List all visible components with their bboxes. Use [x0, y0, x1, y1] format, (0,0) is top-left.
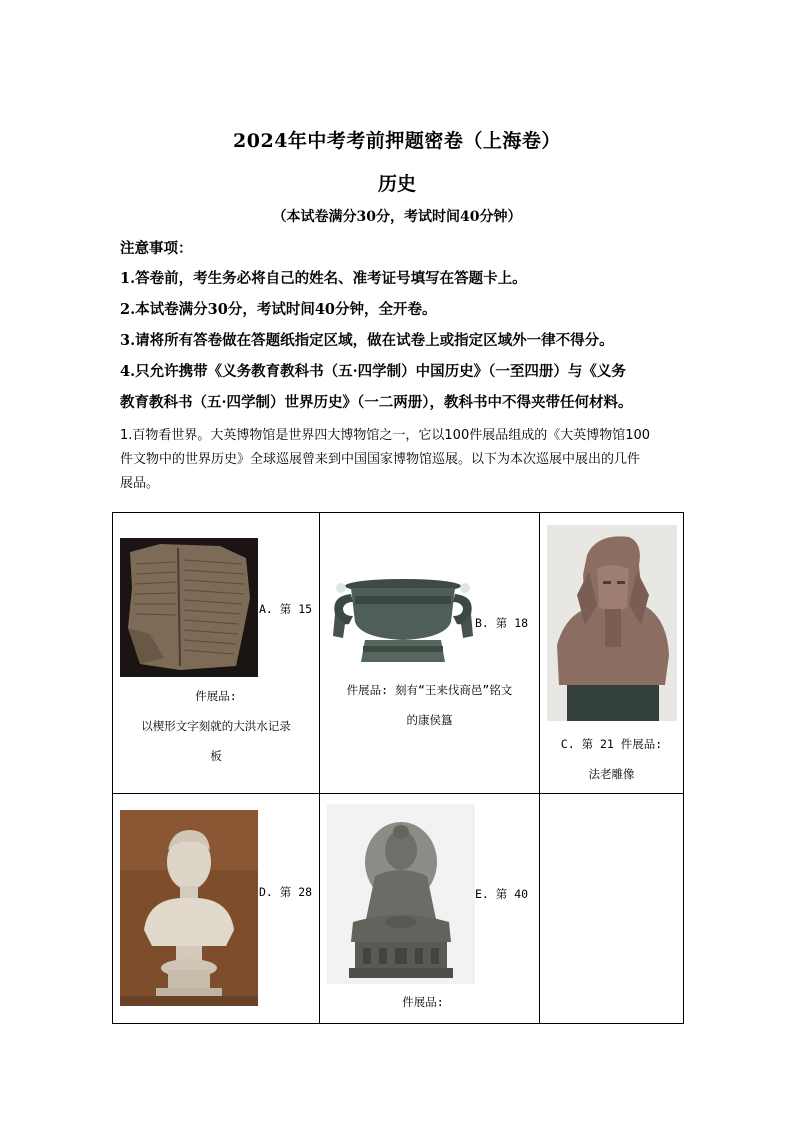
exhibit-a-caption — [113, 688, 319, 764]
notice-item-4: 4.只允许携带《义务教育教科书（五·四学制）中国历史》（一至四册）与《义务 — [120, 363, 626, 380]
question-1-line-2: 件文物中的世界历史》全球巡展曾来到中国国家博物馆巡展。以下为本次巡展中展出的几件 — [120, 452, 641, 467]
exhibit-a-caption-line-1: 件展品: — [195, 689, 237, 703]
exam-title: 2024年中考考前押题密卷（上海卷） — [233, 130, 561, 152]
question-1-line-1: 1.百物看世界。大英博物馆是世界四大博物馆之一，它以100件展品组成的《大英博物馆100 — [120, 428, 651, 443]
notice-item-1: 1.答卷前，考生务必将自己的姓名、准考证号填写在答题卡上。 — [120, 270, 527, 287]
notice-heading: 注意事项： — [120, 240, 193, 257]
roman-bust-image — [120, 810, 258, 1006]
seated-buddha-image — [327, 804, 475, 984]
exhibit-a-caption-line-3: 板 — [210, 749, 222, 763]
exhibit-e-caption-line-1: 件展品: — [402, 995, 444, 1009]
exhibit-cell-c — [540, 513, 684, 794]
exam-subtitle: （本试卷满分30分，考试时间40分钟） — [272, 209, 522, 225]
exhibit-b-caption-line-2: 的康侯簋 — [406, 713, 453, 727]
exhibit-b-caption — [320, 682, 539, 728]
exhibit-table — [112, 512, 684, 1024]
exhibit-a-side-label: A. 第 15 — [259, 602, 313, 616]
exhibit-d-side-label: D. 第 28 — [259, 885, 313, 899]
exhibit-a-caption-line-2: 以楔形文字刻就的大洪水记录 — [141, 719, 291, 733]
exhibit-cell-d — [113, 794, 320, 1024]
bronze-gui-vessel-image — [329, 576, 477, 671]
exhibit-cell-a — [113, 513, 320, 794]
notice-item-3: 3.请将所有答卷做在答题纸指定区域，做在试卷上或指定区域外一律不得分。 — [120, 332, 614, 349]
exhibit-cell-b — [320, 513, 540, 794]
question-1-line-3: 展品。 — [120, 476, 160, 491]
exhibit-b-caption-line-1: 件展品: 刻有“王来伐商邑”铭文 — [346, 683, 513, 697]
exhibit-c-caption-line-1: C. 第 21 件展品: — [560, 737, 663, 751]
exhibit-e-caption — [320, 994, 526, 1010]
pharaoh-statue-image — [547, 525, 677, 721]
exhibit-cell-empty — [540, 794, 684, 1024]
exhibit-cell-e — [320, 794, 540, 1024]
exhibit-b-side-label: B. 第 18 — [475, 616, 529, 630]
notice-item-5: 教育教科书（五·四学制）世界历史》（一二两册），教科书中不得夹带任何材料。 — [120, 394, 633, 411]
exhibit-c-caption-line-2: 法老雕像 — [588, 767, 635, 781]
question-1-text — [120, 424, 690, 496]
exhibit-c-caption — [540, 736, 683, 782]
cuneiform-tablet-image — [120, 538, 258, 677]
notice-item-2: 2.本试卷满分30分，考试时间40分钟，全开卷。 — [120, 301, 437, 318]
exam-subject: 历史 — [377, 173, 416, 195]
exhibit-e-side-label: E. 第 40 — [475, 887, 529, 901]
